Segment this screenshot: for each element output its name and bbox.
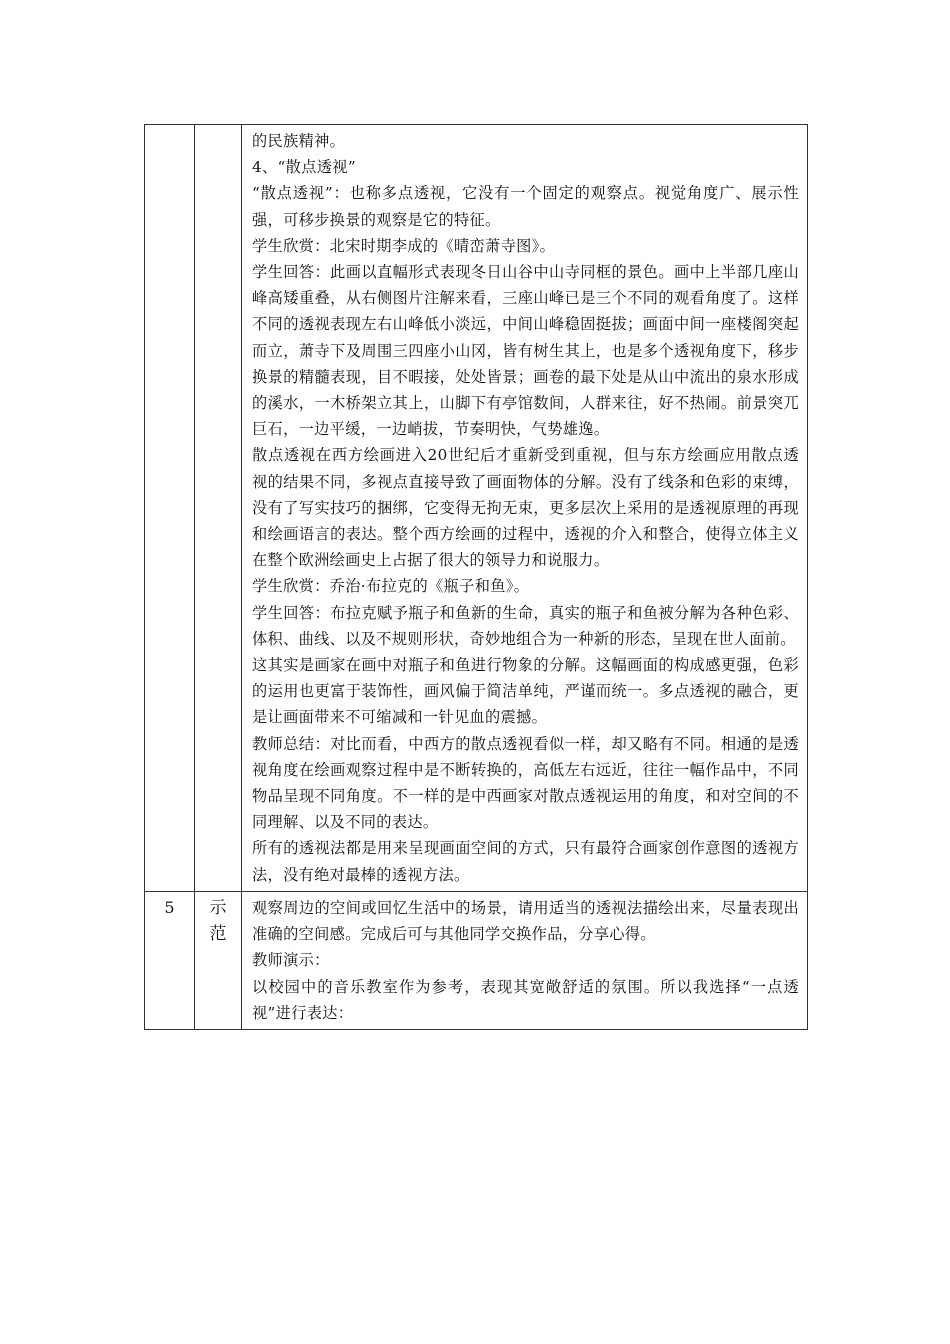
paragraph: 学生回答：此画以直幅形式表现冬日山谷中山寺同框的景色。画中上半部几座山峰高矮重叠，从右侧图片注解来看，三座山峰已是三个不同的观看角度了。这样不同的透视表现左右山峰低小淡远，中间山峰稳固挺拔；画面中间一座楼阁突起而立，萧寺下及周围三四座小山冈，皆有树生其上，也是多个透视角度下，移步换景的精髓表现，目不暇接，处处皆景；画卷的最下处是从山中流出的泉水形成的溪水，一木桥架立其上，山脚下有亭馆数间，人群来往，好不热闹。前景突兀巨石，一边平缓，一边峭拔，节奏明快，气势雄逸。 xyxy=(252,263,799,439)
paragraph: 这其实是画家在画中对瓶子和鱼进行物象的分解。这幅画面的构成感更强，色彩的运用也更富于装饰性，画风偏于简洁单纯，严谨而统一。多点透视的融合，更是让画面带来不可缩减和一针见血的震撼。 xyxy=(252,656,799,727)
paragraph: 所有的透视法都是用来呈现画面空间的方式，只有最符合画家创作意图的透视方法，没有绝对最棒的透视方法。 xyxy=(252,839,799,884)
paragraph: 学生欣赏：北宋时期李成的《晴峦萧寺图》。 xyxy=(252,236,556,255)
row-number-cell xyxy=(145,125,195,892)
lesson-plan-table xyxy=(144,124,808,1030)
paragraph: 散点透视在西方绘画进入20世纪后才重新受到重视，但与东方绘画应用散点透视的结果不同，多视点直接导致了画面物体的分解。没有了线条和色彩的束缚，没有了写实技巧的捆绑，它变得无拘无束，更多层次上采用的是透视原理的再现和绘画语言的表达。整个西方绘画的过程中，透视的介入和整合，使得立体主义在整个欧洲绘画史上占据了很大的领导力和说服力。 xyxy=(252,446,799,570)
paragraph: 学生回答：布拉克赋予瓶子和鱼新的生命，真实的瓶子和鱼被分解为各种色彩、体积、曲线、以及不规则形状，奇妙地组合为一种新的形态，呈现在世人面前。 xyxy=(252,603,799,648)
table-row-continued xyxy=(145,125,808,892)
row-content-cell xyxy=(242,125,808,892)
row-number-cell: 5 xyxy=(145,891,195,1029)
paragraph: 观察周边的空间或回忆生活中的场景，请用适当的透视法描绘出来，尽量表现出准确的空间感。完成后可与其他同学交换作品，分享心得。 xyxy=(252,898,799,944)
paragraph: 以校园中的音乐教室作为参考，表现其宽敞舒适的氛围。所以我选择“一点透视”进行表达： xyxy=(252,977,799,1022)
row-content-cell xyxy=(242,891,808,1029)
stage-label-char: 范 xyxy=(209,923,227,944)
row-stage-cell xyxy=(195,125,242,892)
row-stage-cell xyxy=(195,891,242,1029)
paragraph: 学生欣赏：乔治·布拉克的《瓶子和鱼》。 xyxy=(252,577,530,596)
section-heading: 4、“散点透视” xyxy=(252,158,356,177)
paragraph: 教师总结：对比而看，中西方的散点透视看似一样，却又略有不同。相通的是透视角度在绘画观察过程中是不断转换的，高低左右远近，往往一幅作品中，不同物品呈现不同角度。不一样的是中西画家对散点透视运用的角度，和对空间的不同理解、以及不同的表达。 xyxy=(252,734,799,832)
stage-label-char: 示 xyxy=(209,897,227,918)
table-row-demonstration xyxy=(145,891,808,1029)
paragraph: 的民族精神。 xyxy=(252,132,346,150)
paragraph: “散点透视”：也称多点透视，它没有一个固定的观察点。视觉角度广、展示性强，可移步换景的观察是它的特征。 xyxy=(252,184,799,229)
paragraph: 教师演示： xyxy=(252,951,330,970)
